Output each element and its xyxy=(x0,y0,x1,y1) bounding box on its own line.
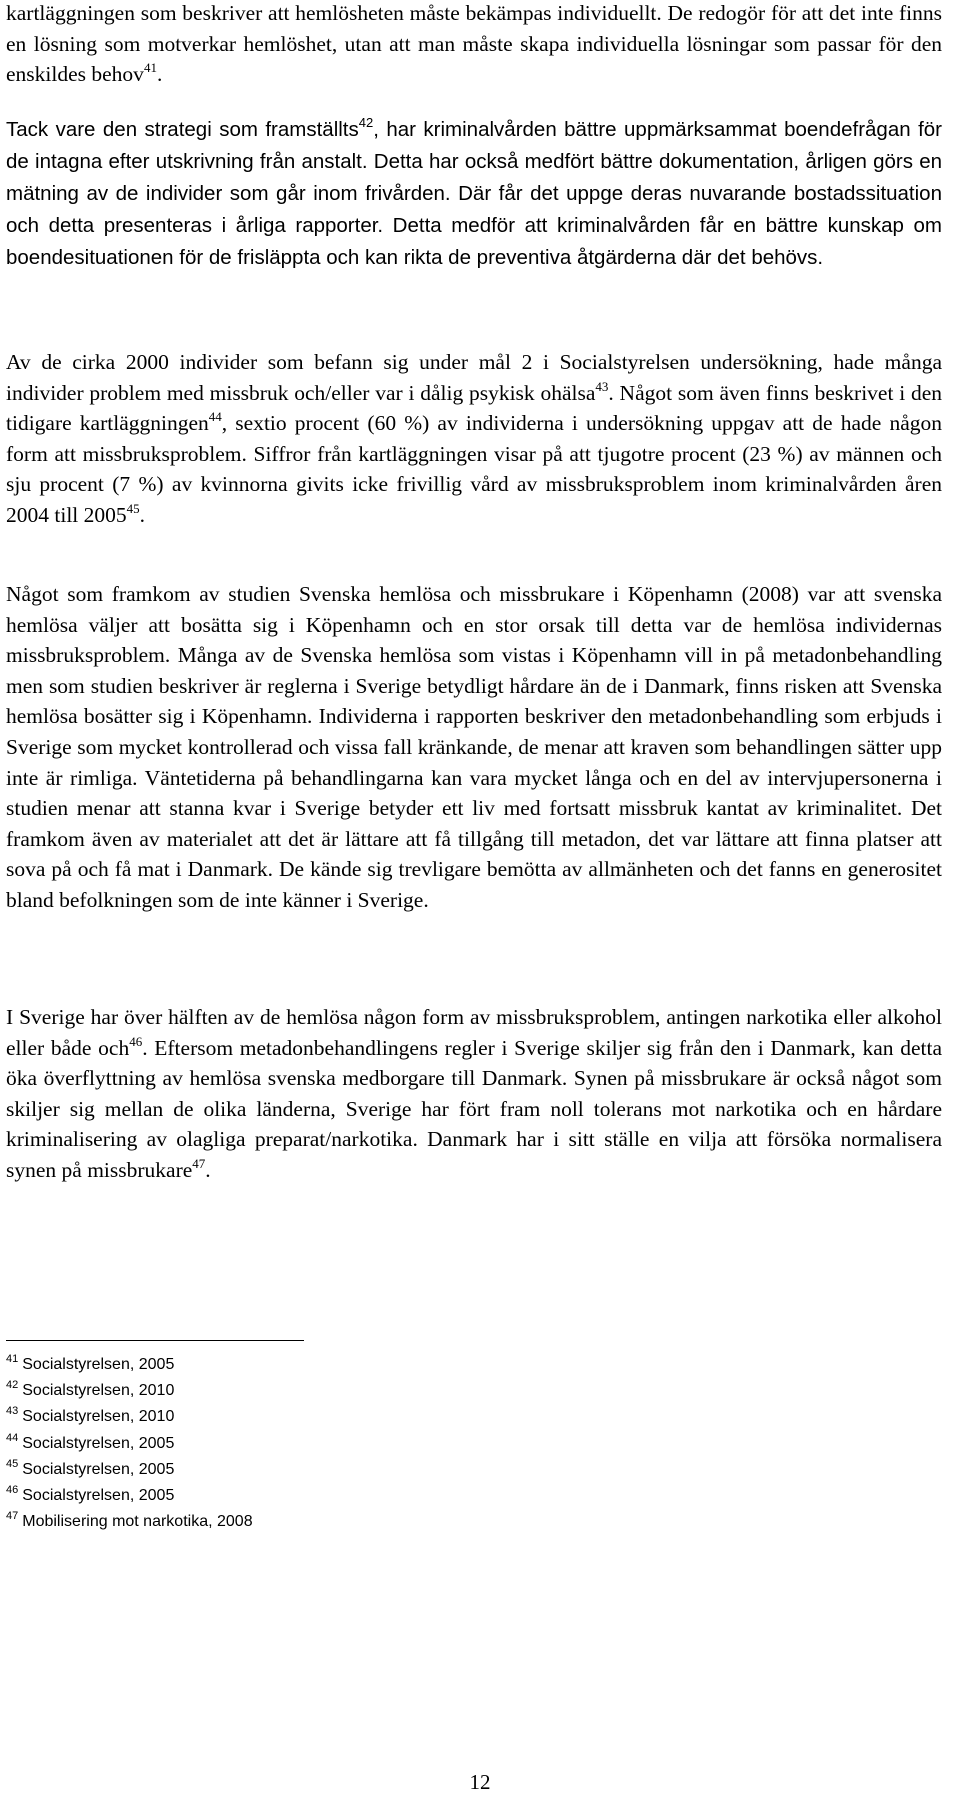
paragraph-text: . Eftersom metadonbehandlingens regler i Sverige skiljer sig från den i Danmark, kan detta öka överflyttning av hemlösa svenska medborgare till Danmark. Synen på missbrukare är också något som skiljer sig mellan de olika länderna, Sverige har fört fram noll tolerans mot narkotika och en hårdare kriminalisering av olagliga preparat/narkotika. Danmark har i sitt ställe en vilja att försöka normalisera synen på missbrukare xyxy=(6,1035,942,1182)
paragraph-2 xyxy=(6,114,942,274)
footnote-item xyxy=(6,1352,253,1378)
footnote-text: Socialstyrelsen, 2005 xyxy=(22,1460,175,1478)
footnote-item xyxy=(6,1509,253,1535)
paragraph-text: , har kriminalvården bättre uppmärksammat boendefrågan för de intagna efter utskrivning från anstalt. Detta har också medfört bättre dokumentation, årligen görs en mätning av de individer som går inom frivården. Där får det uppge deras nuvarande bostadssituation och detta presenteras i årliga rapporter. Detta medför att kriminalvården får en bättre kunskap om boendesituationen för de frisläppta och kan rikta de preventiva åtgärderna där det behövs. xyxy=(6,118,942,269)
footnote-reference: 41 xyxy=(143,60,157,76)
paragraph-5 xyxy=(6,1002,942,1186)
footnote-number: 45 xyxy=(6,1457,19,1470)
paragraph-text: Tack vare den strategi som framställts xyxy=(6,118,359,141)
footnote-text: Socialstyrelsen, 2010 xyxy=(22,1408,175,1426)
paragraph-text: Av de cirka 2000 individer som befann sig under mål 2 i Socialstyrelsen undersökning, hade många individer problem med missbruk och/eller var i dålig psykisk ohälsa xyxy=(6,350,942,405)
paragraph-text: . xyxy=(205,1157,211,1182)
paragraph-text: . Något som även finns beskrivet i den tidigare kartläggningen xyxy=(6,380,943,436)
footnote-number: 42 xyxy=(6,1379,19,1392)
footnote-number: 41 xyxy=(6,1353,19,1365)
paragraph-text: , sextio procent (60 %) av individerna i undersökning uppgav att de hade någon form att missbruksproblem. Siffror från kartläggningen visar på att tjugotre procent (23 %) av männen och sju procent (7 %) av kvinnorna givits icke frivillig vård av missbruksproblem inom kriminalvården åren 2004 till 2005 xyxy=(6,411,943,527)
footnote-text: Socialstyrelsen, 2005 xyxy=(22,1487,175,1505)
footnote-item xyxy=(6,1378,253,1404)
paragraph-3 xyxy=(6,347,942,531)
footnote-reference: 46 xyxy=(129,1033,143,1049)
footnote-reference: 42 xyxy=(358,115,374,130)
footnote-reference: 45 xyxy=(126,500,140,516)
page-number: 12 xyxy=(469,1770,491,1794)
footnote-reference: 44 xyxy=(208,409,222,425)
paragraph-text: . xyxy=(139,502,146,527)
footnote-reference: 47 xyxy=(192,1155,206,1171)
paragraph-4 xyxy=(6,579,942,916)
footnote-list xyxy=(6,1352,253,1535)
footnote-text: Mobilisering mot narkotika, 2008 xyxy=(22,1513,253,1531)
footnote-number: 43 xyxy=(6,1405,19,1418)
footnote-item xyxy=(6,1457,253,1483)
paragraph-1 xyxy=(6,0,942,90)
footnote-item xyxy=(6,1483,253,1509)
footnote-item xyxy=(6,1431,253,1457)
footnote-number: 46 xyxy=(6,1484,19,1497)
footnote-text: Socialstyrelsen, 2005 xyxy=(22,1434,175,1452)
paragraph-text: I Sverige har över hälften av de hemlösa någon form av missbruksproblem, antingen narkotika eller alkohol eller både och xyxy=(6,1005,942,1060)
paragraph-text: . xyxy=(156,62,163,87)
footnote-number: 47 xyxy=(6,1510,19,1523)
footnote-separator xyxy=(6,1340,304,1341)
footnote-text: Socialstyrelsen, 2005 xyxy=(22,1356,175,1373)
paragraph-text: Något som framkom av studien Svenska hemlösa och missbrukare i Köpenhamn (2008) var att svenska hemlösa väljer att bosätta sig i Köpenhamn och en stor orsak till detta var de hemlösa individernas missbruksproblem. Många av de Svenska hemlösa som vistas i Köpenhamn vill in på metadonbehandling men som studien beskriver är reglerna i Sverige betydligt hårdare än de i Danmark, finns risken att Svenska hemlösa bosätter sig i Köpenhamn. Individerna i rapporten beskriver den metadonbehandling som erbjuds i Sverige som mycket kontrollerad och vissa fall kränkande, de menar att kraven som behandlingen sätter upp inte är rimliga. Väntetiderna på behandlingarna kan vara mycket långa och en del av intervjupersonerna i studien menar att stanna kvar i Sverige betyder ett liv med fortsatt missbruk kantat av kriminalitet. Det framkom även av materialet att det är lättare att få tillgång till metadon, det var lättare att finna platser att sova på och få mat i Danmark. De kände sig trevligare bemötta av allmänheten och det fanns en generositet bland befolkningen som de inte känner i Sverige. xyxy=(6,582,942,912)
footnote-number: 44 xyxy=(6,1431,19,1444)
footnote-text: Socialstyrelsen, 2010 xyxy=(22,1382,175,1400)
footnote-reference: 43 xyxy=(595,378,609,394)
paragraph-text: kartläggningen som beskriver att hemlösheten måste bekämpas individuellt. De redogör för att det inte finns en lösning som motverkar hemlöshet, utan att man måste skapa individuella lösningar som passar för den enskildes behov xyxy=(6,1,942,87)
footnote-item xyxy=(6,1404,253,1430)
